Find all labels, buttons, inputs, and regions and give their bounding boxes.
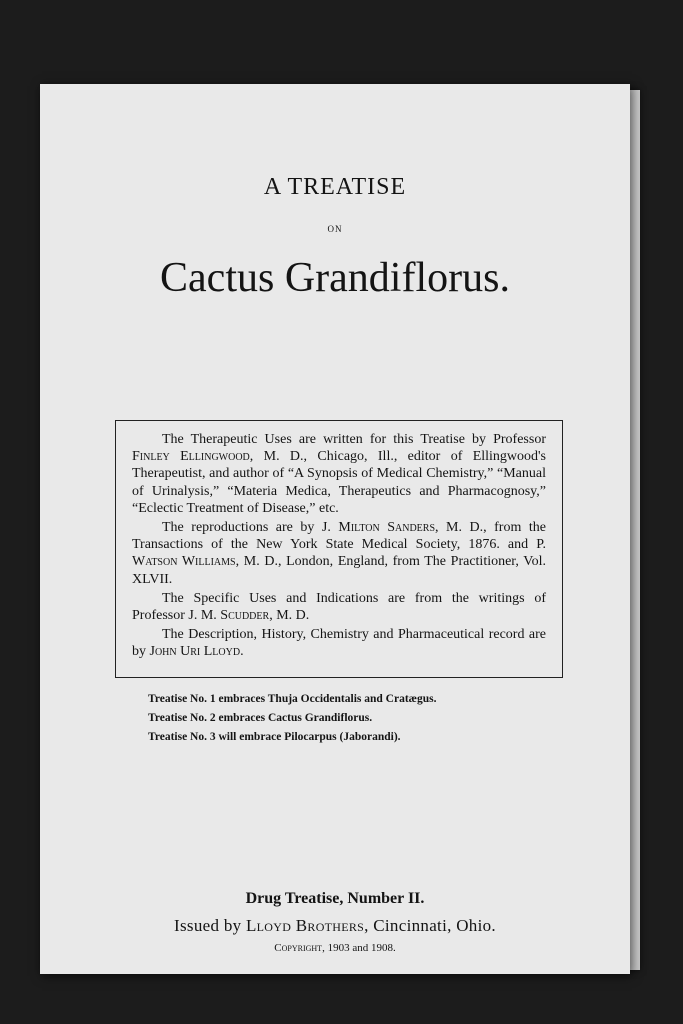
- on-word: ON: [327, 224, 343, 234]
- credits-text: .: [240, 644, 244, 660]
- credits-text: , M. D., London, England, from The Practitioner, Vol. XLVII.: [132, 554, 547, 587]
- credits-paragraph-specific-uses: [132, 590, 546, 624]
- credits-paragraph-description: [132, 626, 546, 660]
- series-item-2: Treatise No. 2 embraces Cactus Grandiflorus.: [148, 712, 373, 724]
- credits-text: , M. D., from the Transactions of the New York State Medical Society, 1876. and: [132, 520, 546, 553]
- credits-text: The Description, History, Chemistry and Pharmaceutical record are by: [132, 627, 546, 660]
- author-name-ellingwood: Finley Ellingwood: [132, 449, 250, 465]
- credits-paragraph-reproductions: [132, 519, 546, 588]
- author-name-scudder: J. M. Scudder: [188, 608, 270, 624]
- credits-text: , M. D.: [269, 608, 310, 624]
- copyright-word: Copyright: [274, 942, 323, 954]
- author-name-lloyd: John Uri Lloyd: [149, 644, 241, 660]
- credits-text: , M. D., Chicago, Ill., editor of Ellingwood's Therapeutist, and author of “A Synopsis of Medical Chemistry,” “Manual of Urinalysis,” “Materia Medica, Therapeutics and Pharmacognosy,” “Eclectic Treatment of Disease,” etc.: [132, 449, 547, 516]
- author-name-sanders: J. Milton Sanders: [321, 520, 436, 536]
- copyright-years: , 1903 and 1908.: [322, 942, 396, 954]
- author-name-williams: P. Watson Williams: [132, 537, 546, 570]
- credits-box: [115, 420, 563, 678]
- credits-text: The reproductions are by: [162, 520, 322, 536]
- publisher-text: , Cincinnati, Ohio.: [364, 916, 496, 935]
- publisher-line: [40, 916, 630, 936]
- copyright-line: [40, 942, 630, 954]
- credits-text: The Therapeutic Uses are written for this Treatise by Professor: [162, 432, 546, 447]
- credits-paragraph-therapeutic: [132, 431, 546, 517]
- document-page: [40, 84, 630, 974]
- publisher-name: Lloyd Brothers: [245, 916, 365, 935]
- series-item-3: Treatise No. 3 will embrace Pilocarpus (Jaborandi).: [148, 731, 401, 743]
- drug-treatise-number: Drug Treatise, Number II.: [245, 890, 425, 907]
- series-item-1: Treatise No. 1 embraces Thuja Occidentalis and Cratægus.: [148, 693, 437, 705]
- publisher-text: Issued by: [174, 916, 246, 935]
- page-title: Cactus Grandiflorus.: [160, 255, 510, 301]
- treatise-heading: A TREATISE: [263, 174, 407, 200]
- credits-text: The Specific Uses and Indications are from the writings of Professor: [132, 590, 546, 624]
- treatise-series-list: [148, 690, 436, 747]
